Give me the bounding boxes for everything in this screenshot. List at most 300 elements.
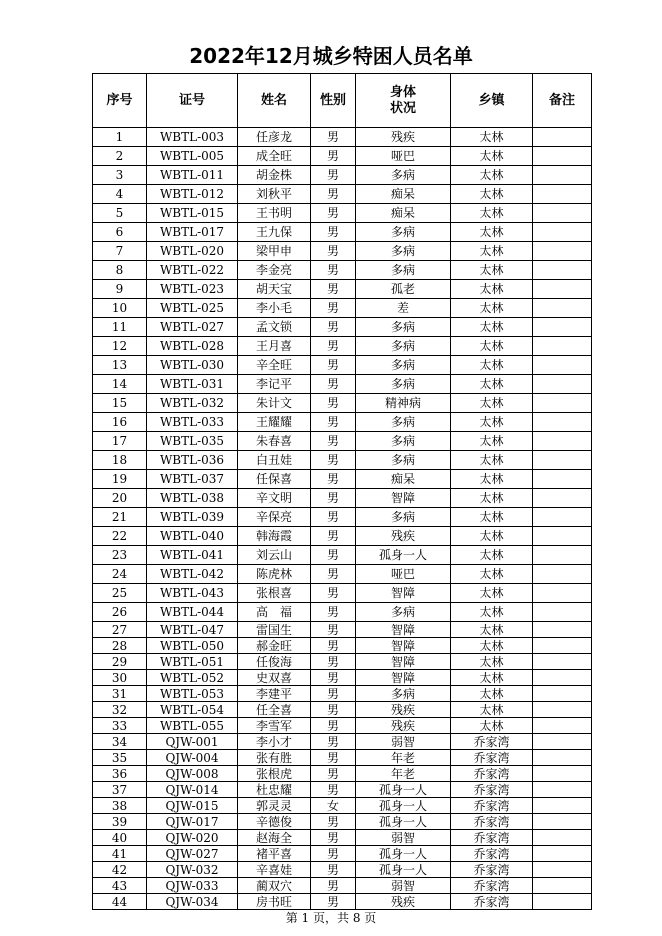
cell-remarks <box>533 280 592 299</box>
cell-town: 太林 <box>451 489 533 508</box>
cell-gender: 男 <box>311 337 356 356</box>
cell-remarks <box>533 766 592 782</box>
cell-condition: 智障 <box>356 638 451 654</box>
table-row <box>93 878 592 894</box>
table-row <box>93 508 592 527</box>
cell-gender: 男 <box>311 603 356 622</box>
cell-name: 辛全旺 <box>238 356 311 375</box>
table-row <box>93 280 592 299</box>
cell-name: 郭灵灵 <box>238 798 311 814</box>
cell-id: QJW-034 <box>147 894 238 910</box>
cell-id: WBTL-047 <box>147 622 238 638</box>
table-row <box>93 638 592 654</box>
table-row <box>93 603 592 622</box>
cell-id: WBTL-025 <box>147 299 238 318</box>
cell-gender: 男 <box>311 147 356 166</box>
table-row <box>93 242 592 261</box>
table-row <box>93 375 592 394</box>
cell-gender: 女 <box>311 798 356 814</box>
cell-remarks <box>533 546 592 565</box>
cell-remarks <box>533 185 592 204</box>
table-row <box>93 413 592 432</box>
cell-name: 成全旺 <box>238 147 311 166</box>
table-row <box>93 766 592 782</box>
cell-id: WBTL-035 <box>147 432 238 451</box>
cell-town: 乔家湾 <box>451 782 533 798</box>
table-row <box>93 814 592 830</box>
cell-id: WBTL-037 <box>147 470 238 489</box>
cell-condition: 弱智 <box>356 734 451 750</box>
cell-name: 赵海全 <box>238 830 311 846</box>
cell-name: 胡金株 <box>238 166 311 185</box>
cell-name: 高 福 <box>238 603 311 622</box>
cell-index: 26 <box>93 603 147 622</box>
cell-condition: 弱智 <box>356 830 451 846</box>
cell-condition: 孤身一人 <box>356 862 451 878</box>
cell-town: 太林 <box>451 166 533 185</box>
cell-gender: 男 <box>311 489 356 508</box>
header-gender: 性别 <box>311 74 356 128</box>
cell-gender: 男 <box>311 527 356 546</box>
cell-id: QJW-015 <box>147 798 238 814</box>
cell-condition: 哑巴 <box>356 565 451 584</box>
cell-town: 太林 <box>451 546 533 565</box>
table-row <box>93 702 592 718</box>
cell-index: 38 <box>93 798 147 814</box>
cell-index: 25 <box>93 584 147 603</box>
cell-name: 白丑娃 <box>238 451 311 470</box>
cell-gender: 男 <box>311 670 356 686</box>
cell-remarks <box>533 242 592 261</box>
cell-condition: 痴呆 <box>356 470 451 489</box>
cell-index: 9 <box>93 280 147 299</box>
table-row <box>93 299 592 318</box>
table-row <box>93 862 592 878</box>
cell-remarks <box>533 261 592 280</box>
cell-name: 雷国生 <box>238 622 311 638</box>
cell-remarks <box>533 166 592 185</box>
header-condition: 身体 状况 <box>356 74 451 128</box>
cell-id: WBTL-051 <box>147 654 238 670</box>
cell-town: 乔家湾 <box>451 734 533 750</box>
cell-index: 43 <box>93 878 147 894</box>
cell-index: 5 <box>93 204 147 223</box>
cell-gender: 男 <box>311 185 356 204</box>
cell-town: 太林 <box>451 318 533 337</box>
cell-remarks <box>533 862 592 878</box>
cell-gender: 男 <box>311 862 356 878</box>
cell-remarks <box>533 508 592 527</box>
cell-remarks <box>533 702 592 718</box>
cell-id: QJW-008 <box>147 766 238 782</box>
cell-gender: 男 <box>311 622 356 638</box>
cell-id: QJW-001 <box>147 734 238 750</box>
cell-remarks <box>533 798 592 814</box>
cell-name: 李金亮 <box>238 261 311 280</box>
cell-gender: 男 <box>311 830 356 846</box>
cell-index: 36 <box>93 766 147 782</box>
cell-town: 太林 <box>451 670 533 686</box>
cell-id: QJW-033 <box>147 878 238 894</box>
cell-gender: 男 <box>311 375 356 394</box>
cell-town: 太林 <box>451 223 533 242</box>
cell-remarks <box>533 470 592 489</box>
cell-id: WBTL-015 <box>147 204 238 223</box>
cell-condition: 多病 <box>356 508 451 527</box>
table-row <box>93 489 592 508</box>
cell-condition: 多病 <box>356 242 451 261</box>
table-row <box>93 147 592 166</box>
cell-condition: 差 <box>356 299 451 318</box>
cell-id: WBTL-032 <box>147 394 238 413</box>
cell-town: 太林 <box>451 147 533 166</box>
table-row <box>93 337 592 356</box>
cell-index: 40 <box>93 830 147 846</box>
cell-index: 11 <box>93 318 147 337</box>
cell-gender: 男 <box>311 734 356 750</box>
header-name: 姓名 <box>238 74 311 128</box>
cell-town: 太林 <box>451 508 533 527</box>
cell-id: WBTL-003 <box>147 128 238 147</box>
cell-condition: 残疾 <box>356 718 451 734</box>
cell-remarks <box>533 565 592 584</box>
cell-name: 李小毛 <box>238 299 311 318</box>
cell-town: 太林 <box>451 654 533 670</box>
cell-id: WBTL-028 <box>147 337 238 356</box>
table-row <box>93 204 592 223</box>
cell-condition: 弱智 <box>356 878 451 894</box>
cell-name: 王耀耀 <box>238 413 311 432</box>
cell-name: 辛德俊 <box>238 814 311 830</box>
cell-name: 朱计文 <box>238 394 311 413</box>
cell-index: 35 <box>93 750 147 766</box>
cell-index: 33 <box>93 718 147 734</box>
cell-remarks <box>533 622 592 638</box>
cell-id: WBTL-027 <box>147 318 238 337</box>
cell-id: QJW-017 <box>147 814 238 830</box>
cell-condition: 智障 <box>356 670 451 686</box>
cell-index: 6 <box>93 223 147 242</box>
cell-index: 44 <box>93 894 147 910</box>
table-row <box>93 654 592 670</box>
cell-name: 辛保亮 <box>238 508 311 527</box>
cell-condition: 多病 <box>356 432 451 451</box>
cell-index: 13 <box>93 356 147 375</box>
cell-condition: 智障 <box>356 654 451 670</box>
cell-name: 李记平 <box>238 375 311 394</box>
cell-gender: 男 <box>311 718 356 734</box>
cell-name: 王月喜 <box>238 337 311 356</box>
cell-remarks <box>533 375 592 394</box>
cell-gender: 男 <box>311 413 356 432</box>
cell-id: WBTL-050 <box>147 638 238 654</box>
cell-gender: 男 <box>311 470 356 489</box>
cell-name: 蔺双穴 <box>238 878 311 894</box>
cell-index: 7 <box>93 242 147 261</box>
cell-index: 2 <box>93 147 147 166</box>
cell-index: 27 <box>93 622 147 638</box>
cell-gender: 男 <box>311 702 356 718</box>
cell-id: WBTL-038 <box>147 489 238 508</box>
cell-name: 辛喜娃 <box>238 862 311 878</box>
cell-id: WBTL-041 <box>147 546 238 565</box>
table-row <box>93 261 592 280</box>
cell-name: 李小才 <box>238 734 311 750</box>
cell-condition: 多病 <box>356 603 451 622</box>
cell-id: WBTL-011 <box>147 166 238 185</box>
cell-town: 太林 <box>451 128 533 147</box>
table-row <box>93 718 592 734</box>
cell-remarks <box>533 128 592 147</box>
table-row <box>93 185 592 204</box>
cell-town: 太林 <box>451 280 533 299</box>
cell-gender: 男 <box>311 894 356 910</box>
cell-condition: 多病 <box>356 375 451 394</box>
table-row <box>93 565 592 584</box>
cell-gender: 男 <box>311 654 356 670</box>
cell-id: WBTL-040 <box>147 527 238 546</box>
cell-gender: 男 <box>311 432 356 451</box>
cell-name: 王书明 <box>238 204 311 223</box>
cell-condition: 哑巴 <box>356 147 451 166</box>
table-row <box>93 451 592 470</box>
cell-index: 34 <box>93 734 147 750</box>
cell-condition: 年老 <box>356 766 451 782</box>
cell-condition: 残疾 <box>356 527 451 546</box>
roster-table <box>92 73 592 910</box>
cell-condition: 智障 <box>356 489 451 508</box>
cell-id: WBTL-052 <box>147 670 238 686</box>
cell-town: 太林 <box>451 185 533 204</box>
cell-name: 褚平喜 <box>238 846 311 862</box>
cell-condition: 年老 <box>356 750 451 766</box>
cell-town: 乔家湾 <box>451 766 533 782</box>
cell-index: 20 <box>93 489 147 508</box>
cell-town: 乔家湾 <box>451 798 533 814</box>
cell-condition: 孤身一人 <box>356 814 451 830</box>
cell-town: 太林 <box>451 565 533 584</box>
cell-remarks <box>533 299 592 318</box>
cell-index: 23 <box>93 546 147 565</box>
table-row <box>93 128 592 147</box>
cell-index: 3 <box>93 166 147 185</box>
cell-gender: 男 <box>311 814 356 830</box>
cell-remarks <box>533 204 592 223</box>
cell-remarks <box>533 489 592 508</box>
cell-index: 17 <box>93 432 147 451</box>
cell-index: 8 <box>93 261 147 280</box>
cell-index: 4 <box>93 185 147 204</box>
table-row <box>93 223 592 242</box>
cell-town: 乔家湾 <box>451 878 533 894</box>
cell-gender: 男 <box>311 394 356 413</box>
cell-remarks <box>533 654 592 670</box>
cell-remarks <box>533 603 592 622</box>
cell-id: WBTL-012 <box>147 185 238 204</box>
cell-id: QJW-014 <box>147 782 238 798</box>
cell-town: 乔家湾 <box>451 846 533 862</box>
cell-town: 太林 <box>451 470 533 489</box>
cell-index: 32 <box>93 702 147 718</box>
cell-condition: 多病 <box>356 223 451 242</box>
cell-name: 王九保 <box>238 223 311 242</box>
cell-id: WBTL-039 <box>147 508 238 527</box>
table-row <box>93 846 592 862</box>
cell-town: 太林 <box>451 394 533 413</box>
cell-name: 杜忠耀 <box>238 782 311 798</box>
cell-name: 任全喜 <box>238 702 311 718</box>
cell-id: QJW-032 <box>147 862 238 878</box>
cell-gender: 男 <box>311 782 356 798</box>
cell-condition: 智障 <box>356 622 451 638</box>
table-row <box>93 432 592 451</box>
cell-gender: 男 <box>311 223 356 242</box>
cell-remarks <box>533 878 592 894</box>
cell-remarks <box>533 894 592 910</box>
table-header-row <box>93 74 592 128</box>
cell-town: 太林 <box>451 375 533 394</box>
table-row <box>93 686 592 702</box>
cell-gender: 男 <box>311 546 356 565</box>
cell-town: 太林 <box>451 299 533 318</box>
cell-name: 史双喜 <box>238 670 311 686</box>
cell-condition: 孤老 <box>356 280 451 299</box>
cell-index: 21 <box>93 508 147 527</box>
cell-index: 42 <box>93 862 147 878</box>
cell-condition: 孤身一人 <box>356 798 451 814</box>
header-index: 序号 <box>93 74 147 128</box>
cell-index: 28 <box>93 638 147 654</box>
cell-town: 太林 <box>451 337 533 356</box>
cell-gender: 男 <box>311 242 356 261</box>
cell-remarks <box>533 814 592 830</box>
cell-town: 乔家湾 <box>451 862 533 878</box>
cell-id: WBTL-022 <box>147 261 238 280</box>
cell-index: 16 <box>93 413 147 432</box>
cell-id: WBTL-030 <box>147 356 238 375</box>
page-title: 2022年12月城乡特困人员名单 <box>189 44 473 68</box>
cell-remarks <box>533 451 592 470</box>
cell-name: 房书旺 <box>238 894 311 910</box>
cell-index: 24 <box>93 565 147 584</box>
cell-gender: 男 <box>311 878 356 894</box>
cell-id: WBTL-054 <box>147 702 238 718</box>
cell-gender: 男 <box>311 750 356 766</box>
cell-condition: 多病 <box>356 166 451 185</box>
cell-index: 1 <box>93 128 147 147</box>
cell-remarks <box>533 718 592 734</box>
cell-index: 30 <box>93 670 147 686</box>
cell-name: 任俊海 <box>238 654 311 670</box>
cell-condition: 痴呆 <box>356 204 451 223</box>
cell-gender: 男 <box>311 280 356 299</box>
table-row <box>93 166 592 185</box>
cell-condition: 孤身一人 <box>356 546 451 565</box>
cell-remarks <box>533 750 592 766</box>
cell-condition: 残疾 <box>356 702 451 718</box>
cell-town: 太林 <box>451 622 533 638</box>
cell-name: 张根虎 <box>238 766 311 782</box>
cell-condition: 多病 <box>356 451 451 470</box>
cell-town: 太林 <box>451 451 533 470</box>
header-town: 乡镇 <box>451 74 533 128</box>
cell-name: 张有胜 <box>238 750 311 766</box>
cell-condition: 精神病 <box>356 394 451 413</box>
header-remarks: 备注 <box>533 74 592 128</box>
header-id: 证号 <box>147 74 238 128</box>
table-row <box>93 670 592 686</box>
cell-town: 太林 <box>451 603 533 622</box>
cell-name: 梁甲申 <box>238 242 311 261</box>
cell-gender: 男 <box>311 638 356 654</box>
table-row <box>93 750 592 766</box>
page-footer: 第 1 页，共 8 页 <box>285 911 377 925</box>
table-row <box>93 394 592 413</box>
cell-name: 朱春喜 <box>238 432 311 451</box>
cell-index: 39 <box>93 814 147 830</box>
table-row <box>93 584 592 603</box>
cell-index: 14 <box>93 375 147 394</box>
cell-condition: 多病 <box>356 413 451 432</box>
cell-condition: 多病 <box>356 261 451 280</box>
table-row <box>93 527 592 546</box>
table-row <box>93 622 592 638</box>
cell-town: 太林 <box>451 686 533 702</box>
cell-id: WBTL-017 <box>147 223 238 242</box>
cell-name: 刘秋平 <box>238 185 311 204</box>
cell-town: 乔家湾 <box>451 894 533 910</box>
cell-town: 太林 <box>451 584 533 603</box>
table-row <box>93 830 592 846</box>
cell-id: WBTL-043 <box>147 584 238 603</box>
cell-gender: 男 <box>311 299 356 318</box>
cell-condition: 残疾 <box>356 894 451 910</box>
cell-id: WBTL-053 <box>147 686 238 702</box>
cell-town: 太林 <box>451 356 533 375</box>
cell-gender: 男 <box>311 846 356 862</box>
cell-id: WBTL-036 <box>147 451 238 470</box>
cell-town: 太林 <box>451 432 533 451</box>
cell-index: 22 <box>93 527 147 546</box>
cell-condition: 孤身一人 <box>356 846 451 862</box>
cell-gender: 男 <box>311 356 356 375</box>
cell-gender: 男 <box>311 766 356 782</box>
cell-gender: 男 <box>311 166 356 185</box>
cell-index: 19 <box>93 470 147 489</box>
table-body <box>93 128 592 910</box>
cell-name: 李雪军 <box>238 718 311 734</box>
table-row <box>93 894 592 910</box>
cell-gender: 男 <box>311 686 356 702</box>
cell-name: 李建平 <box>238 686 311 702</box>
cell-id: WBTL-020 <box>147 242 238 261</box>
cell-gender: 男 <box>311 261 356 280</box>
cell-town: 太林 <box>451 638 533 654</box>
cell-condition: 多病 <box>356 356 451 375</box>
cell-name: 任彦龙 <box>238 128 311 147</box>
cell-index: 29 <box>93 654 147 670</box>
table-row <box>93 470 592 489</box>
cell-id: QJW-020 <box>147 830 238 846</box>
cell-name: 郝金旺 <box>238 638 311 654</box>
cell-id: QJW-004 <box>147 750 238 766</box>
cell-id: WBTL-031 <box>147 375 238 394</box>
cell-condition: 痴呆 <box>356 185 451 204</box>
cell-index: 18 <box>93 451 147 470</box>
cell-name: 辛文明 <box>238 489 311 508</box>
cell-gender: 男 <box>311 565 356 584</box>
cell-index: 31 <box>93 686 147 702</box>
